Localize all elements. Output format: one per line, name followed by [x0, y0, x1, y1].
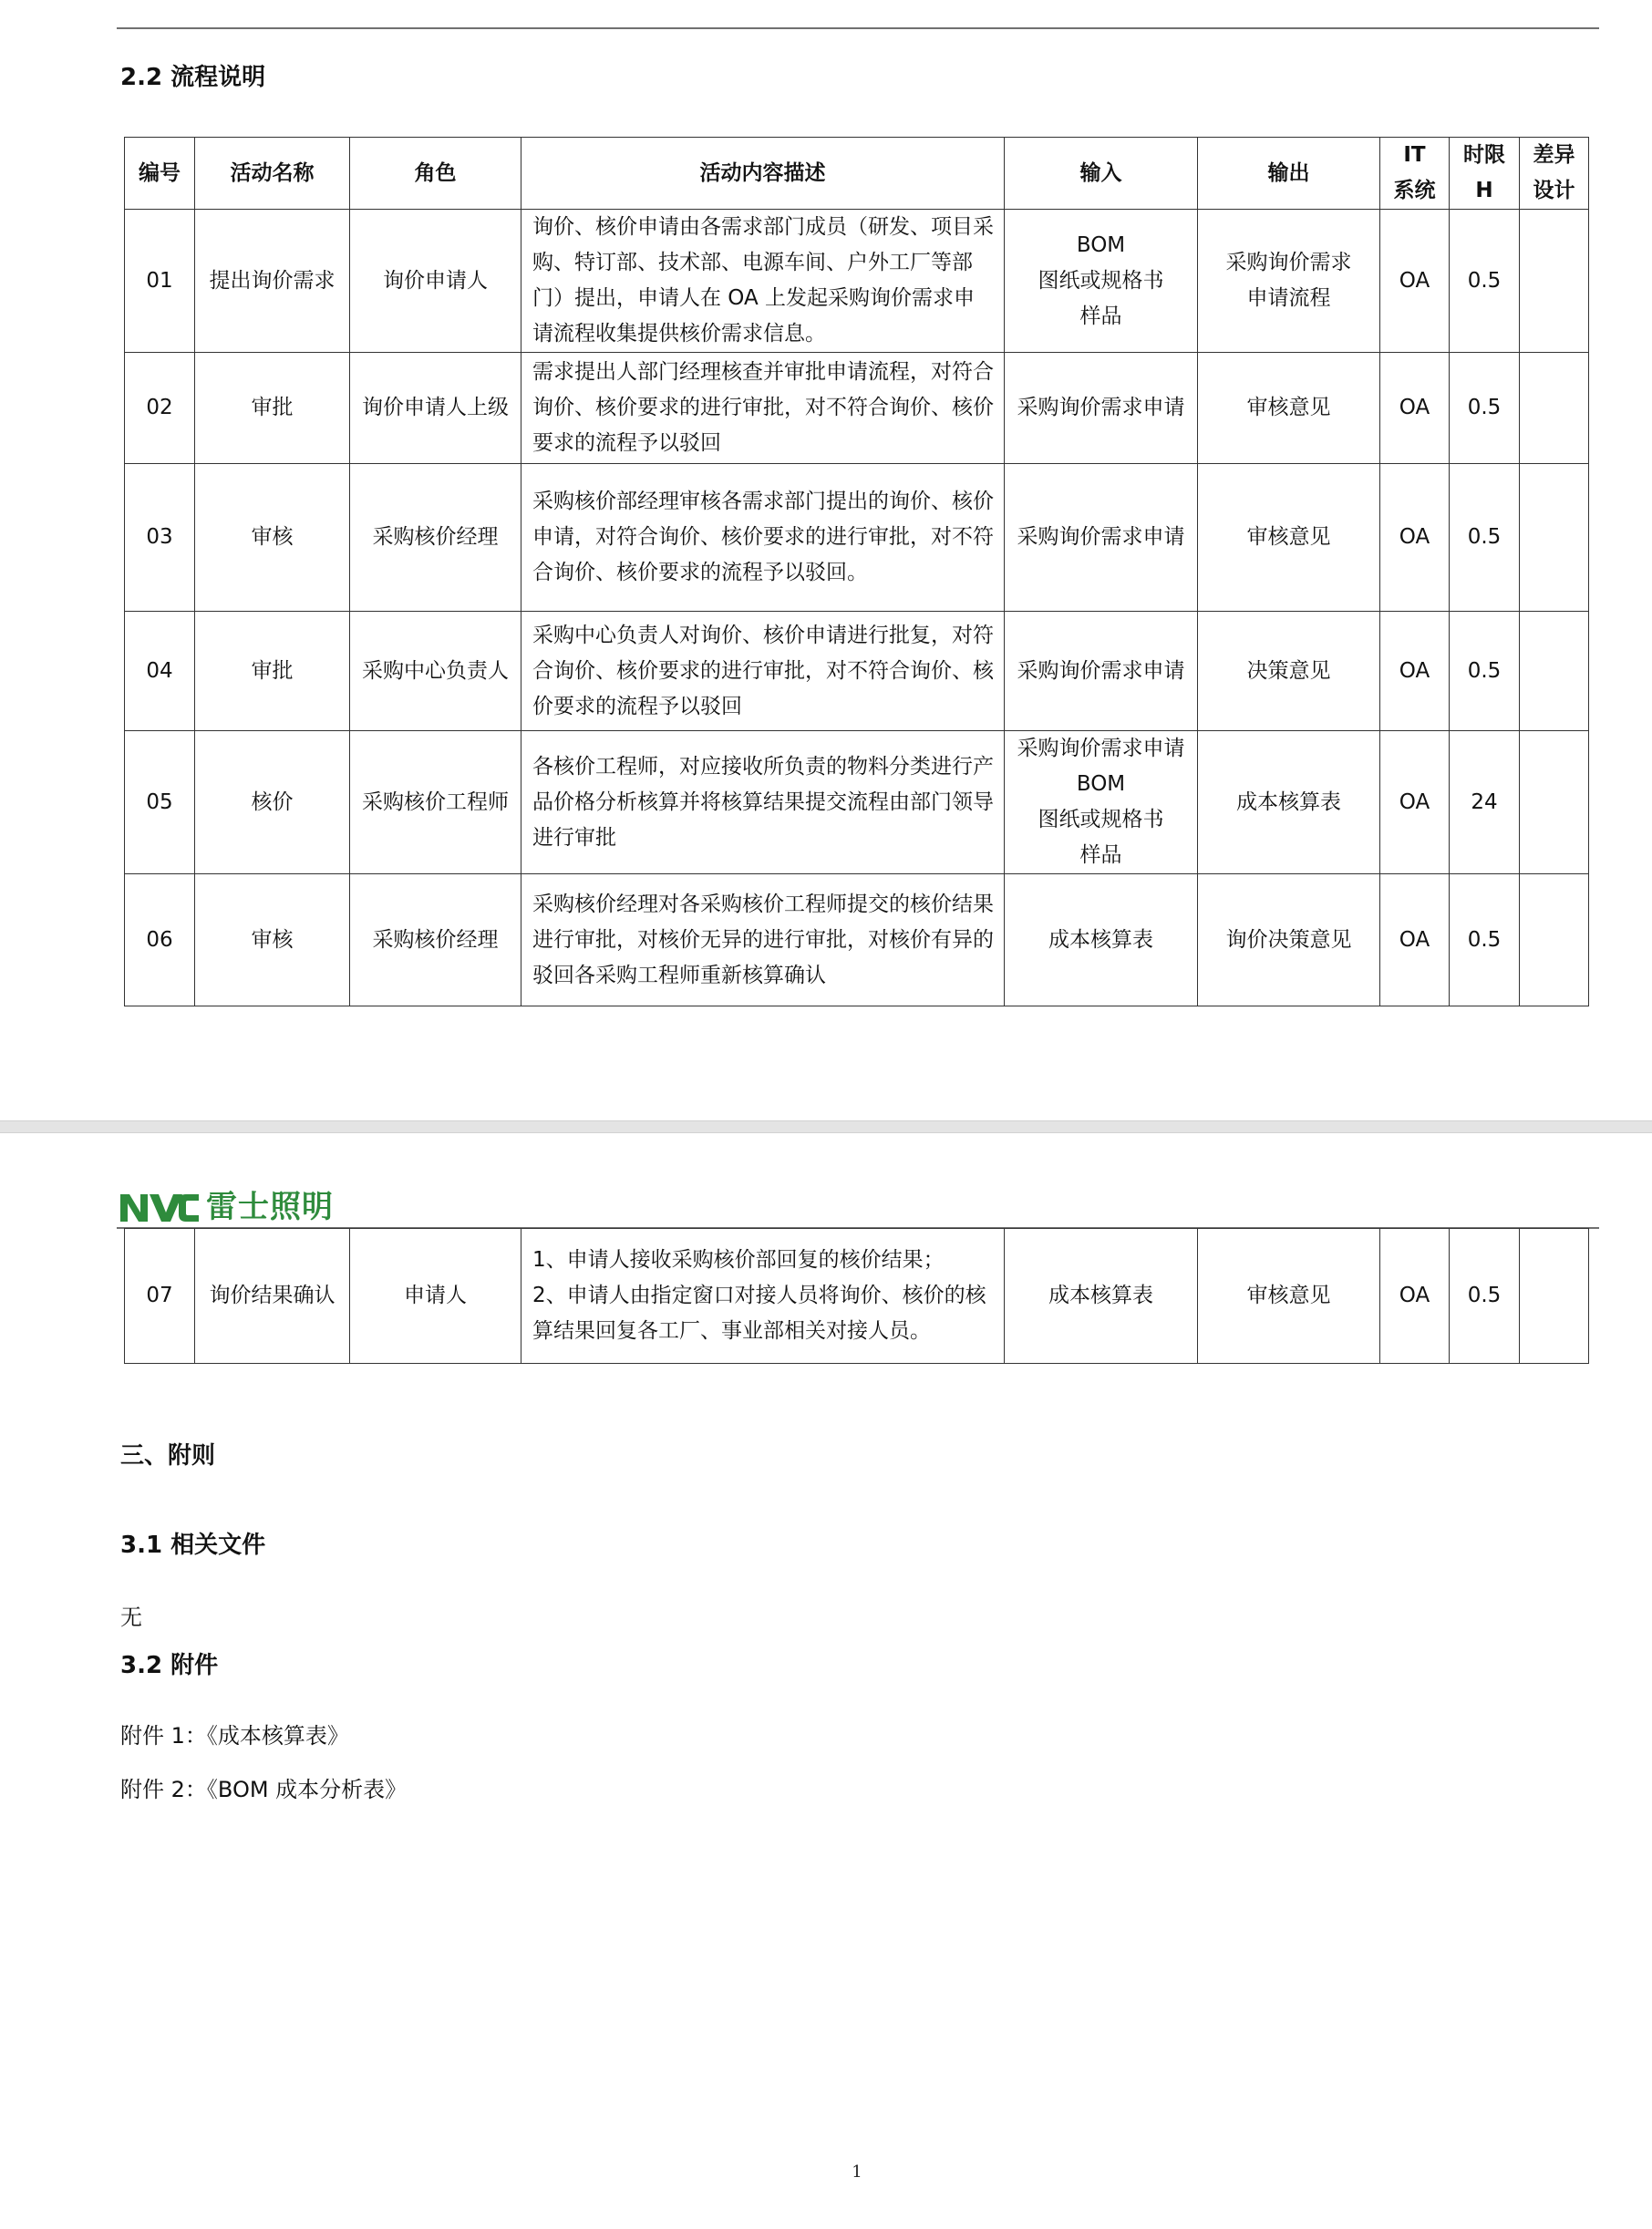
- row-time-limit: 0.5: [1450, 1229, 1520, 1364]
- row-no: 02: [125, 353, 195, 464]
- row-time-limit: 0.5: [1450, 210, 1520, 353]
- row-it-system: OA: [1380, 731, 1450, 874]
- row-difference-design: [1520, 1229, 1589, 1364]
- row-it-system: OA: [1380, 464, 1450, 612]
- row-output: 采购询价需求 申请流程: [1198, 210, 1380, 353]
- row-activity: 审核: [195, 874, 350, 1006]
- row-output: 成本核算表: [1198, 731, 1380, 874]
- row-output: 决策意见: [1198, 612, 1380, 731]
- row-role: 询价申请人: [350, 210, 521, 353]
- row-difference-design: [1520, 464, 1589, 612]
- table-row: [125, 874, 1589, 1006]
- header-output: 输出: [1198, 138, 1380, 210]
- header-role: 角色: [350, 138, 521, 210]
- table-row: [125, 731, 1589, 874]
- row-input: 成本核算表: [1005, 1229, 1198, 1364]
- page-number: 1: [852, 2162, 862, 2182]
- row-activity: 提出询价需求: [195, 210, 350, 353]
- row-description: 询价、核价申请由各需求部门成员（研发、项目采购、特订部、技术部、电源车间、户外工厂等部门）提出，申请人在 OA 上发起采购询价需求申请流程收集提供核价需求信息。: [521, 210, 1005, 353]
- row-time-limit: 24: [1450, 731, 1520, 874]
- row-it-system: OA: [1380, 874, 1450, 1006]
- row-time-limit: 0.5: [1450, 612, 1520, 731]
- row-description-line-1: 1、申请人接收采购核价部回复的核价结果；: [532, 1248, 945, 1272]
- header-activity: 活动名称: [195, 138, 350, 210]
- row-input: 采购询价需求申请: [1005, 353, 1198, 464]
- header-difference-design: 差异 设计: [1520, 138, 1589, 210]
- table-row: [125, 612, 1589, 731]
- table-header-row: [125, 138, 1589, 210]
- nvc-logo-mark-icon: [119, 1191, 201, 1223]
- section-3-1-heading: 3.1 相关文件: [120, 1532, 266, 1559]
- row-role: 申请人: [350, 1229, 521, 1364]
- row-difference-design: [1520, 874, 1589, 1006]
- header-rule: [117, 27, 1599, 29]
- row-activity: 审批: [195, 612, 350, 731]
- row-no: 03: [125, 464, 195, 612]
- row-output: 询价决策意见: [1198, 874, 1380, 1006]
- row-description: [521, 1229, 1005, 1364]
- process-table: [124, 137, 1589, 1006]
- row-output: 审核意见: [1198, 464, 1380, 612]
- attachment-item-2: 附件 2：《BOM 成本分析表》: [120, 1777, 408, 1802]
- row-it-system: OA: [1380, 353, 1450, 464]
- logo-brand-text: 雷士照明: [206, 1189, 334, 1225]
- row-role: 采购中心负责人: [350, 612, 521, 731]
- row-output: 审核意见: [1198, 1229, 1380, 1364]
- row-it-system: OA: [1380, 612, 1450, 731]
- row-no: 07: [125, 1229, 195, 1364]
- row-input: 采购询价需求申请: [1005, 464, 1198, 612]
- row-description: 采购中心负责人对询价、核价申请进行批复，对符合询价、核价要求的进行审批，对不符合询价、核价要求的流程予以驳回: [521, 612, 1005, 731]
- table-row: [125, 210, 1589, 353]
- row-activity: 核价: [195, 731, 350, 874]
- row-difference-design: [1520, 612, 1589, 731]
- row-it-system: OA: [1380, 1229, 1450, 1364]
- row-difference-design: [1520, 210, 1589, 353]
- nvc-logo: [119, 1187, 334, 1227]
- table-row: [125, 464, 1589, 612]
- header-it-system: IT 系统: [1380, 138, 1450, 210]
- row-time-limit: 0.5: [1450, 874, 1520, 1006]
- row-description-line-2: 2、申请人由指定窗口对接人员将询价、核价的核算结果回复各工厂、事业部相关对接人员。: [532, 1284, 986, 1343]
- row-no: 04: [125, 612, 195, 731]
- row-output: 审核意见: [1198, 353, 1380, 464]
- row-difference-design: [1520, 353, 1589, 464]
- row-input: 采购询价需求申请: [1005, 612, 1198, 731]
- section-2-2-heading: 2.2 流程说明: [120, 64, 266, 91]
- row-no: 01: [125, 210, 195, 353]
- row-it-system: OA: [1380, 210, 1450, 353]
- page-break: [0, 1120, 1652, 1133]
- row-role: 采购核价工程师: [350, 731, 521, 874]
- attachment-item-1: 附件 1：《成本核算表》: [120, 1723, 349, 1749]
- row-no: 05: [125, 731, 195, 874]
- row-input: 成本核算表: [1005, 874, 1198, 1006]
- row-description: 采购核价经理对各采购核价工程师提交的核价结果进行审批，对核价无异的进行审批，对核价有异的驳回各采购工程师重新核算确认: [521, 874, 1005, 1006]
- row-role: 采购核价经理: [350, 874, 521, 1006]
- row-role: 询价申请人上级: [350, 353, 521, 464]
- header-time-limit: 时限 H: [1450, 138, 1520, 210]
- section-3-2-heading: 3.2 附件: [120, 1652, 219, 1679]
- row-input: BOM 图纸或规格书 样品: [1005, 210, 1198, 353]
- row-description: 需求提出人部门经理核查并审批申请流程，对符合询价、核价要求的进行审批，对不符合询价、核价要求的流程予以驳回: [521, 353, 1005, 464]
- row-no: 06: [125, 874, 195, 1006]
- row-time-limit: 0.5: [1450, 353, 1520, 464]
- table-row: [125, 353, 1589, 464]
- section-3-heading: 三、附则: [120, 1442, 216, 1470]
- row-time-limit: 0.5: [1450, 464, 1520, 612]
- row-activity: 询价结果确认: [195, 1229, 350, 1364]
- row-difference-design: [1520, 731, 1589, 874]
- header-input: 输入: [1005, 138, 1198, 210]
- process-table-continued: [124, 1228, 1589, 1364]
- header-no: 编号: [125, 138, 195, 210]
- section-3-1-content: 无: [120, 1605, 142, 1630]
- row-description: 各核价工程师，对应接收所负责的物料分类进行产品价格分析核算并将核算结果提交流程由部门领导进行审批: [521, 731, 1005, 874]
- table-row: [125, 1229, 1589, 1364]
- header-description: 活动内容描述: [521, 138, 1005, 210]
- row-description: 采购核价部经理审核各需求部门提出的询价、核价申请，对符合询价、核价要求的进行审批，对不符合询价、核价要求的流程予以驳回。: [521, 464, 1005, 612]
- row-activity: 审批: [195, 353, 350, 464]
- row-input: 采购询价需求申请 BOM 图纸或规格书 样品: [1005, 731, 1198, 874]
- row-activity: 审核: [195, 464, 350, 612]
- row-role: 采购核价经理: [350, 464, 521, 612]
